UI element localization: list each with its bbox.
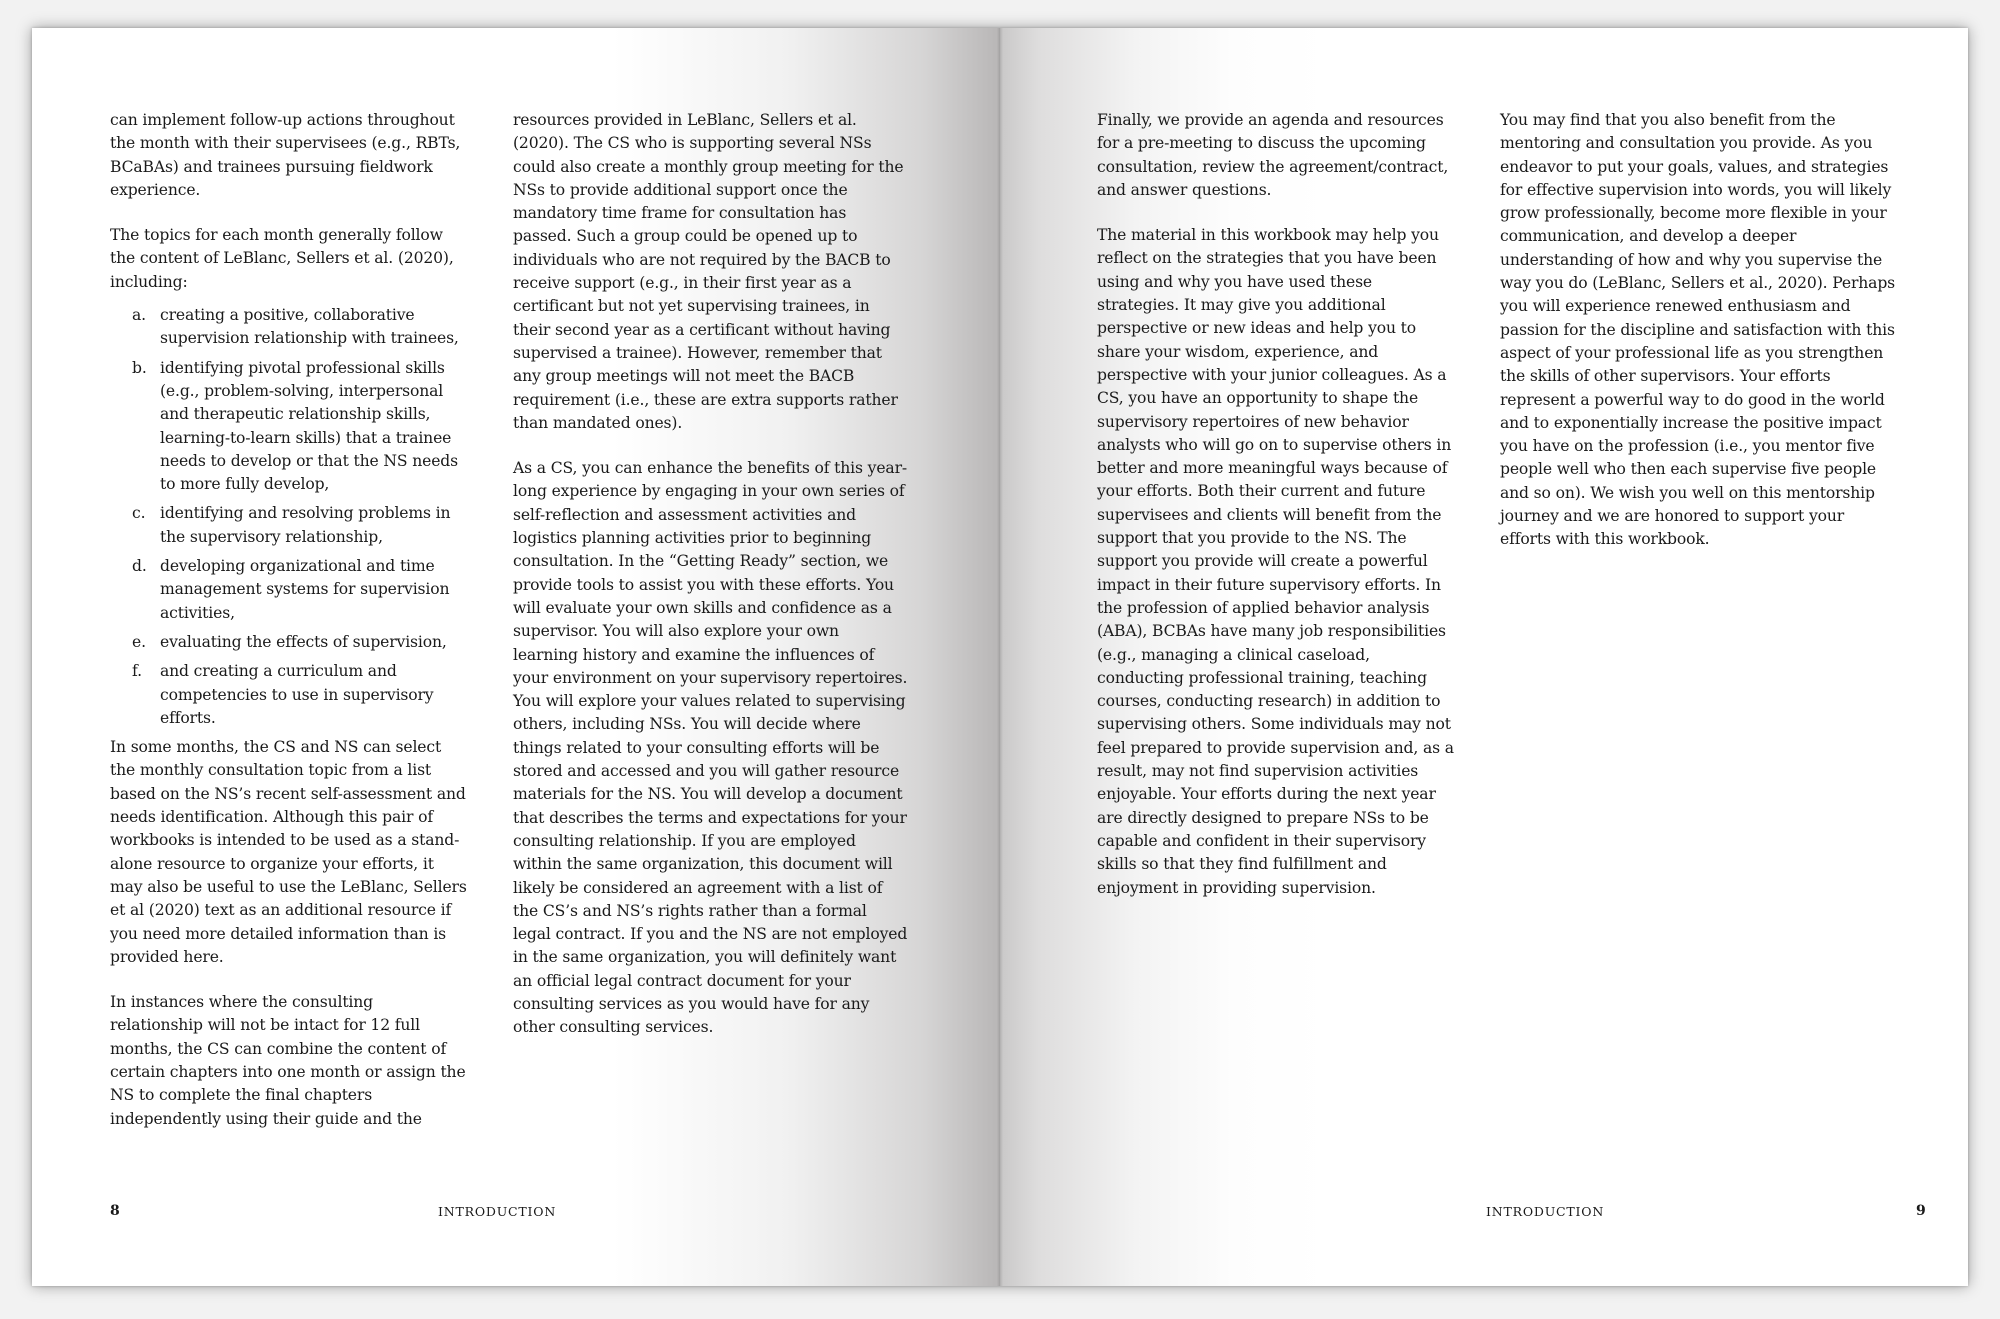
list-item <box>132 555 470 625</box>
paragraph: The material in this workbook may help you reflect on the strategies that you have been using and why you have used these strategies. It may give you additional perspective or new ideas and help you to share your wisdom, experience, and perspective with your junior colleagues. As a CS, you have an opportunity to shape the supervisory repertoires of new behavior analysts who will go on to supervise others in better and more meaningful ways because of your efforts. Both their current and future supervisees and clients will benefit from the support that you provide to the NS. The support you provide will create a powerful impact in their future supervisory efforts. In the profession of applied behavior analysis (ABA), BCBAs have many job responsibilities (e.g., managing a clinical caseload, conducting professional training, teaching courses, conducting research) in addition to supervising others. Some individuals may not feel prepared to provide supervision and, as a result, may not find supervision activities enjoyable. Your efforts during the next year are directly designed to prepare NSs to be capable and confident in their supervisory skills so that they find fulfillment and enjoyment in providing supervision. <box>1097 226 1454 897</box>
list-item-text: identifying and resolving problems in the supervisory relationship, <box>160 504 451 546</box>
paragraph: In some months, the CS and NS can select the monthly consultation topic from a list based on the NS’s recent self-assessment and needs identification. Although this pair of workbooks is intended to be used as a stand-alone resource to organize your efforts, it may also be useful to use the LeBlanc, Sellers et al (2020) text as an additional resource if you need more detailed information than is provided here. <box>110 738 467 966</box>
left-page <box>32 28 1000 1286</box>
list-item <box>132 631 470 654</box>
paragraph: In instances where the consulting relationship will not be intact for 12 full months, the CS can combine the content of certain chapters into one month or assign the NS to complete the final chapters independently using their guide and the <box>110 993 466 1128</box>
list-marker: f. <box>132 662 142 681</box>
list-item <box>132 660 470 730</box>
list-marker: b. <box>132 358 147 377</box>
list-marker: c. <box>132 504 146 523</box>
list-item-text: identifying pivotal professional skills (e.g., problem-solving, interpersonal and therapeutic relationship skills, learning-to-learn skills) that a trainee needs to develop or that the NS needs to more fully develop, <box>160 358 458 494</box>
page-number: 9 <box>1916 1203 1926 1219</box>
paragraph: can implement follow-up actions throughout the month with their supervisees (e.g., RBTs, BCaBAs) and trainees pursuing fieldwork experience. <box>110 111 461 199</box>
right-page-column-2 <box>1500 109 1895 574</box>
list-item-text: evaluating the effects of supervision, <box>160 632 447 651</box>
right-page-column-1 <box>1097 109 1457 922</box>
list-item-text: developing organizational and time management systems for supervision activities, <box>160 557 450 622</box>
paragraph: Finally, we provide an agenda and resources for a pre-meeting to discuss the upcoming consultation, review the agreement/contract, and answer questions. <box>1097 111 1449 199</box>
paragraph: As a CS, you can enhance the benefits of this year-long experience by engaging in your own series of self-reflection and assessment activities and logistics planning activities prior to beginning consultation. In the “Getting Ready” section, we provide tools to assist you with these efforts. You will evaluate your own skills and confidence as a supervisor. You will also explore your own learning history and examine the influences of your environment on your supervisory repertoires. You will explore your values related to supervising others, including NSs. You will decide where things related to your consulting efforts will be stored and accessed and you will gather resource materials for the NS. You will develop a document that describes the terms and expectations for your consulting relationship. If you are employed within the same organization, this document will likely be considered an agreement with a list of the CS’s and NS’s rights rather than a formal legal contract. If you and the NS are not employed in the same organization, you will definitely want an official legal contract document for your consulting services as you would have for any other consulting services. <box>513 459 908 1037</box>
running-head: INTRODUCTION <box>1486 1204 1605 1219</box>
left-page-column-1 <box>110 109 470 1153</box>
spine-gutter <box>997 28 1003 1286</box>
list-item <box>132 304 470 351</box>
topic-list <box>110 304 470 730</box>
list-marker: e. <box>132 632 146 651</box>
list-item <box>132 502 470 549</box>
paragraph: You may find that you also benefit from the mentoring and consultation you provide. As you endeavor to put your goals, values, and strategies for effective supervision into words, you will likely grow professionally, become more flexible in your communication, and develop a deeper understanding of how and why you supervise the way you do (LeBlanc, Sellers et al., 2020). Perhaps you will experience renewed enthusiasm and passion for the discipline and satisfaction with this aspect of your professional life as you strengthen the skills of other supervisors. Your efforts represent a powerful way to do good in the world and to exponentially increase the positive impact you have on the profession (i.e., you mentor five people well who then each supervise five people and so on). We wish you well on this mentorship journey and we are honored to support your efforts with this workbook. <box>1500 111 1896 549</box>
list-item-text: and creating a curriculum and competencies to use in supervisory efforts. <box>160 662 434 727</box>
paragraph: resources provided in LeBlanc, Sellers et al. (2020). The CS who is supporting several NSs could also create a monthly group meeting for the NSs to provide additional support once the mandatory time frame for consultation has passed. Such a group could be opened up to individuals who are not required by the BACB to receive support (e.g., in their first year as a certificant but not yet supervising trainees, in their second year as a certificant without having supervised a trainee). However, remember that any group meetings will not meet the BACB requirement (i.e., these are extra supports rather than mandated ones). <box>513 111 904 432</box>
page-number: 8 <box>110 1203 120 1219</box>
right-page <box>1000 28 1968 1286</box>
running-head: INTRODUCTION <box>438 1204 557 1219</box>
left-page-column-2 <box>513 109 908 1062</box>
list-item-text: creating a positive, collaborative supervision relationship with trainees, <box>160 306 459 348</box>
list-item <box>132 357 470 497</box>
list-marker: d. <box>132 557 147 576</box>
book-spread <box>32 28 1968 1286</box>
paragraph: The topics for each month generally follow the content of LeBlanc, Sellers et al. (2020), including: <box>110 226 454 291</box>
list-marker: a. <box>132 306 146 325</box>
